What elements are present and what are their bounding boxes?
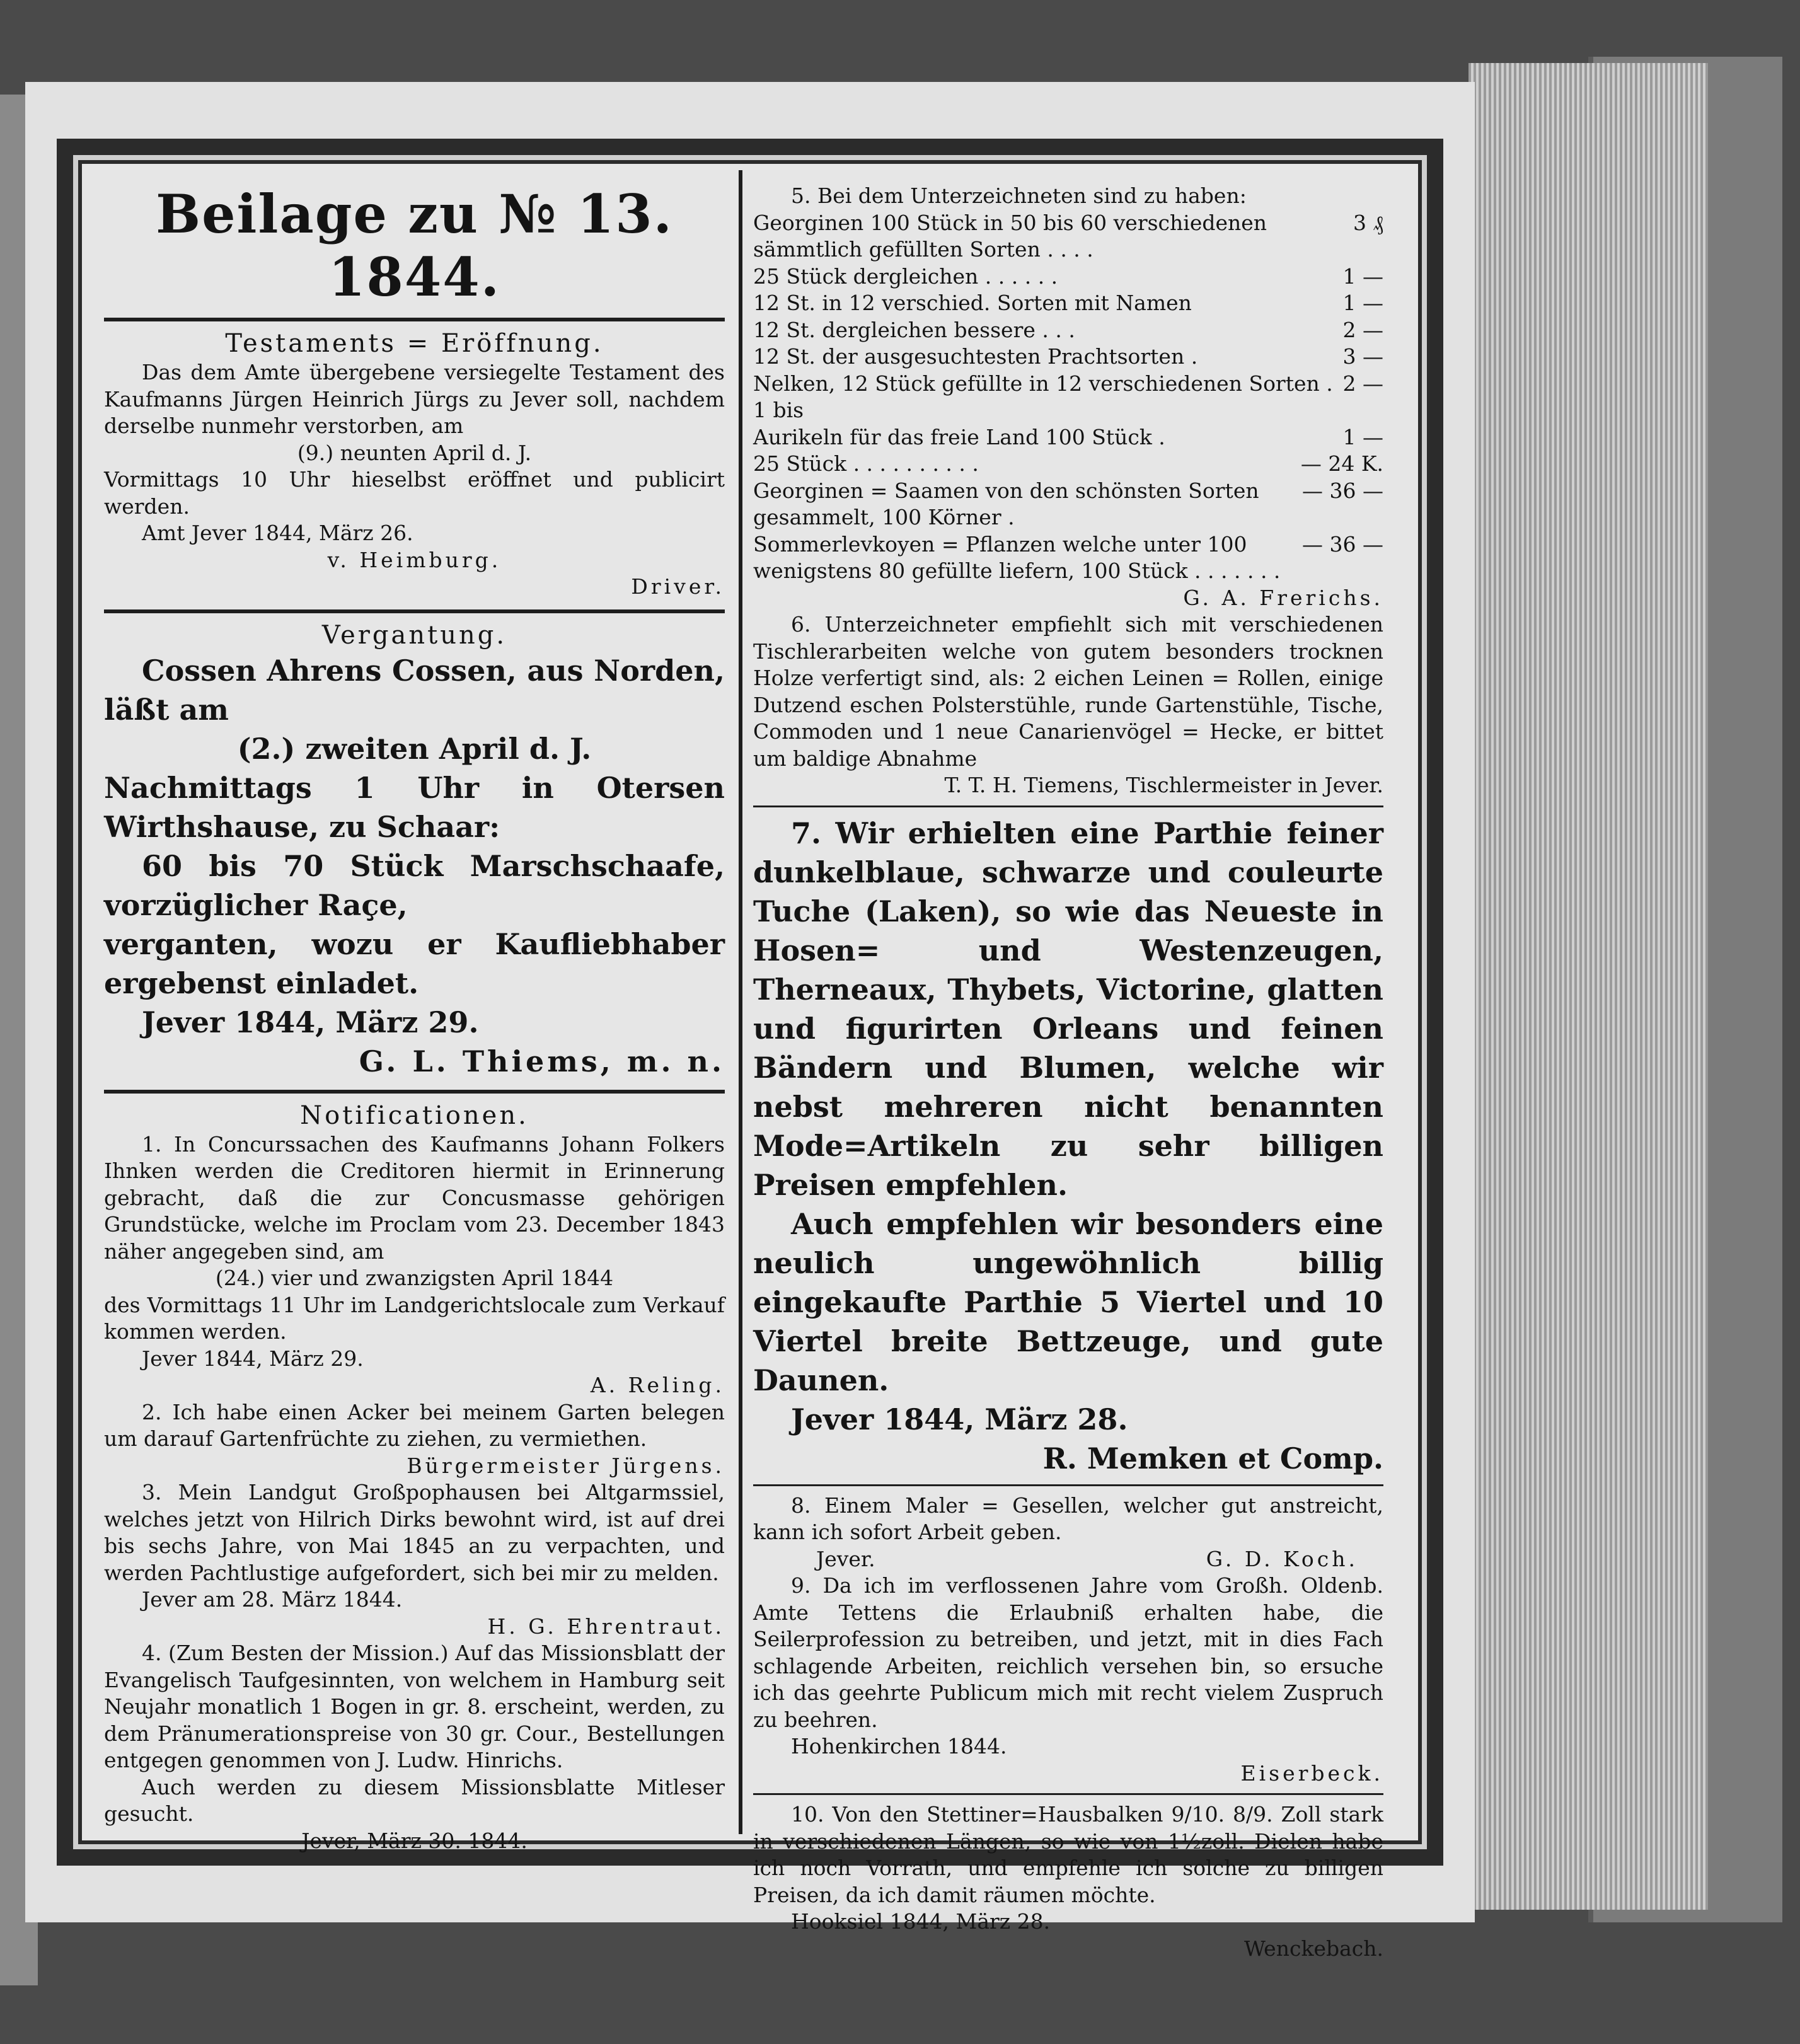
price-row: Georginen = Saamen von den schönsten Sorten gesammelt, 100 Körner . — 36 — bbox=[753, 478, 1383, 529]
column-divider bbox=[739, 170, 742, 1834]
price-row: Aurikeln für das freie Land 100 Stück . 1 — bbox=[753, 424, 1383, 449]
notice-8: 8. Einem Maler = Gesellen, welcher gut anstreicht, kann ich sofort Arbeit geben. bbox=[753, 1493, 1383, 1544]
notice-1-body: des Vormittags 11 Uhr im Landgerichtslocale zum Verkauf kommen werden. bbox=[104, 1292, 725, 1344]
left-column bbox=[104, 183, 725, 1854]
notice-9-signature: Eiserbeck. bbox=[1240, 1760, 1383, 1786]
testament-body: Das dem Amte übergebene versiegelte Testament des Kaufmanns Jürgen Heinrich Jürgs zu Jever soll, nachdem derselbe nunmehr verstorben, am bbox=[104, 360, 725, 438]
notice-2-signature: Bürgermeister Jürgens. bbox=[407, 1453, 725, 1478]
notice-6: 6. Unterzeichneter empfiehlt sich mit verschiedenen Tischlerarbeiten welche von gutem besonders trocknen Holze verfertigt sind, als: 2 eichen Leinen = Rollen, einige Dutzend eschen Polsterstühle, runde Gartenstühle, Tische, Commoden und 1 neue Canarienvögel = Hecke, er bittet um baldige Abnahme bbox=[753, 612, 1383, 771]
notice-8-signature: G. D. Koch. bbox=[1206, 1546, 1358, 1571]
divider bbox=[753, 1793, 1383, 1795]
notice-1-place: Jever 1844, März 29. bbox=[142, 1346, 364, 1371]
notice-10-signature: Wenckebach. bbox=[1243, 1936, 1383, 1961]
price-row: Sommerlevkoyen = Pflanzen welche unter 100 wenigstens 80 gefüllte liefern, 100 Stück . . . . . . . — 36 — bbox=[753, 531, 1383, 583]
notice-1-date: (24.) vier und zwanzigsten April 1844 bbox=[215, 1266, 614, 1290]
notificationen-heading: Notificationen. bbox=[300, 1100, 529, 1130]
divider bbox=[104, 609, 725, 613]
price-row: 12 St. der ausgesuchtesten Prachtsorten . 3 — bbox=[753, 344, 1383, 369]
price-row: 25 Stück dergleichen . . . . . . 1 — bbox=[753, 263, 1383, 289]
testament-body-2: Vormittags 10 Uhr hieselbst eröffnet und publicirt werden. bbox=[104, 467, 725, 519]
notice-3: 3. Mein Landgut Großpophausen bei Altgarmssiel, welches jetzt von Hilrich Dirks bewohnt wird, ist auf drei bis sechs Jahre, von Mai 1845 an zu verpachten, und werden Pachtlustige aufgefordert, sich bei mir zu melden. bbox=[104, 1480, 725, 1585]
vergantung-line: verganten, wozu er Kaufliebhaber ergebenst einladet. bbox=[104, 927, 725, 1000]
price-row: Nelken, 12 Stück gefüllte in 12 verschiedenen Sorten . 1 bis 2 — bbox=[753, 371, 1383, 422]
notice-3-signature: H. G. Ehrentraut. bbox=[487, 1614, 725, 1639]
notice-7-signature: R. Memken et Comp. bbox=[1042, 1441, 1383, 1475]
notice-4-body: Auch werden zu diesem Missionsblatte Mitleser gesucht. bbox=[104, 1774, 725, 1826]
notice-4-place: Jever, März 30. 1844. bbox=[301, 1828, 528, 1853]
notice-4: 4. (Zum Besten der Mission.) Auf das Missionsblatt der Evangelisch Taufgesinnten, von welchem in Hamburg seit Neujahr monatlich 1 Bogen in gr. 8. erscheint, werden, zu dem Pränumerationspreise von 30 gr. Cour., Bestellungen entgegen genommen von J. Ludw. Hinrichs. bbox=[104, 1641, 725, 1772]
vergantung-line: 60 bis 70 Stück Marschschaafe, vorzüglicher Raçe, bbox=[104, 848, 725, 922]
notice-3-place: Jever am 28. März 1844. bbox=[142, 1587, 403, 1612]
notice-7: 7. Wir erhielten eine Parthie feiner dunkelblaue, schwarze und couleurte Tuche (Laken), so wie das Neueste in Hosen= und Westenzeugen, Therneaux, Thybets, Victorine, glatten und figurirten Orleans und feinen Bändern und Blumen, welche wir nebst mehreren nicht benannten Mode=Artikeln zu sehr billigen Preisen empfehlen. bbox=[753, 816, 1383, 1202]
vergantung-line: Nachmittags 1 Uhr in Otersen Wirthshause, zu Schaar: bbox=[104, 770, 725, 844]
notice-10-place: Hooksiel 1844, März 28. bbox=[791, 1909, 1051, 1934]
price-list bbox=[753, 210, 1383, 585]
notice-10: 10. Von den Stettiner=Hausbalken 9/10. 8/9. Zoll stark in verschiedenen Längen, so wie von 1½zoll. Dielen habe ich noch Vorrath, und empfehle ich solche zu billigen Preisen, da ich damit räumen möchte. bbox=[753, 1802, 1383, 1907]
price-row: Georginen 100 Stück in 50 bis 60 verschiedenen sämmtlich gefüllten Sorten . . . . 3 ₰ bbox=[753, 210, 1383, 262]
divider bbox=[753, 1484, 1383, 1486]
vergantung-line: Cossen Ahrens Cossen, aus Norden, läßt am bbox=[104, 653, 725, 727]
price-row: 12 St. dergleichen bessere . . . 2 — bbox=[753, 317, 1383, 342]
divider bbox=[104, 318, 725, 321]
testament-signature-2: Driver. bbox=[631, 574, 725, 599]
vergantung-place: Jever 1844, März 29. bbox=[142, 1005, 479, 1039]
testament-heading: Testaments = Eröffnung. bbox=[225, 329, 604, 358]
page-title: Beilage zu № 13. 1844. bbox=[156, 183, 673, 308]
right-column bbox=[753, 183, 1383, 1962]
notice-5-heading: 5. Bei dem Unterzeichneten sind zu haben: bbox=[791, 183, 1247, 208]
notice-7-body: Auch empfehlen wir besonders eine neulich ungewöhnlich billig eingekaufte Parthie 5 Viertel und 10 Viertel breite Bettzeuge, und gute Daunen. bbox=[753, 1206, 1383, 1397]
book-page-edges bbox=[1468, 63, 1708, 1910]
notice-9: 9. Da ich im verflossenen Jahre vom Großh. Oldenb. Amte Tettens die Erlaubniß erhalten habe, die Seilerprofession zu betreiben, und jetzt, mit in dies Fach schlagende Arbeiten, reichlich versehen bin, so ersuche ich das geehrte Publicum mich mit recht vielem Zuspruch zu beehren. bbox=[753, 1573, 1383, 1732]
price-row: 25 Stück . . . . . . . . . . — 24 K. bbox=[753, 451, 1383, 476]
vergantung-heading: Vergantung. bbox=[321, 620, 507, 650]
notice-8-place: Jever. bbox=[816, 1546, 875, 1571]
notice-5-signature: G. A. Frerichs. bbox=[1183, 585, 1383, 610]
notice-9-place: Hohenkirchen 1844. bbox=[791, 1734, 1007, 1758]
vergantung-signature: G. L. Thiems, m. n. bbox=[359, 1044, 725, 1078]
notice-1-signature: A. Reling. bbox=[590, 1373, 725, 1397]
divider bbox=[753, 805, 1383, 807]
notice-6-signature: T. T. H. Tiemens, Tischlermeister in Jever. bbox=[944, 773, 1383, 797]
testament-date: (9.) neunten April d. J. bbox=[297, 440, 532, 465]
notice-8-footer bbox=[753, 1546, 1383, 1573]
testament-signature-1: v. Heimburg. bbox=[327, 547, 502, 572]
divider bbox=[104, 1090, 725, 1094]
vergantung-date: (2.) zweiten April d. J. bbox=[237, 731, 592, 766]
testament-place: Amt Jever 1844, März 26. bbox=[142, 521, 413, 545]
notice-2: 2. Ich habe einen Acker bei meinem Garten belegen um darauf Gartenfrüchte zu ziehen, zu vermiethen. bbox=[104, 1399, 725, 1451]
notice-7-place: Jever 1844, März 28. bbox=[791, 1402, 1128, 1436]
price-row: 12 St. in 12 verschied. Sorten mit Namen 1 — bbox=[753, 291, 1383, 315]
notice-1: 1. In Concurssachen des Kaufmanns Johann Folkers Ihnken werden die Creditoren hiermit in Erinnerung gebracht, daß die zur Concusmasse gehörigen Grundstücke, welche im Proclam vom 23. December 1843 näher angegeben sind, am bbox=[104, 1131, 725, 1264]
